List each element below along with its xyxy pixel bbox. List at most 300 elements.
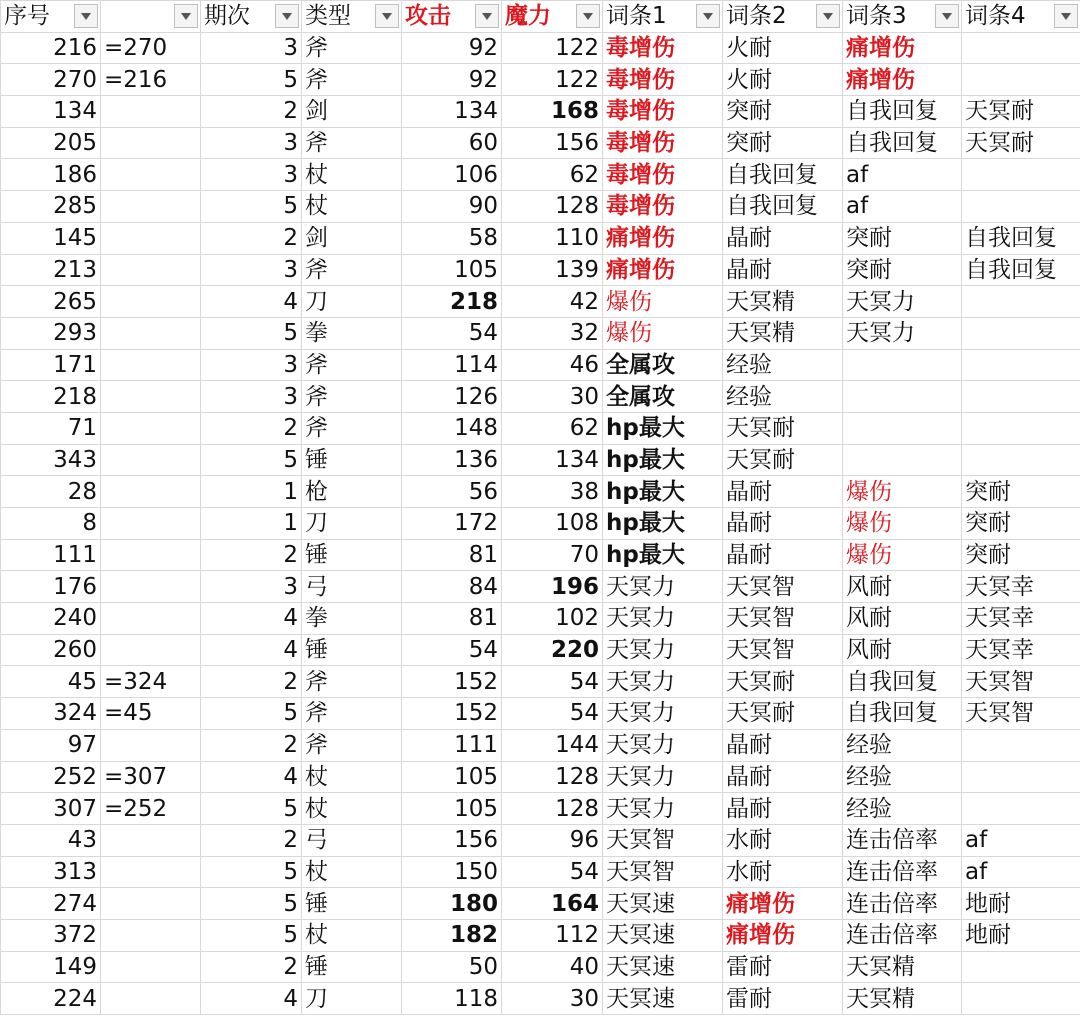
cell-affix4[interactable] — [962, 381, 1080, 413]
cell-type[interactable]: 斧 — [302, 349, 402, 381]
cell-ref[interactable]: =324 — [101, 666, 201, 698]
cell-ref[interactable] — [101, 571, 201, 603]
cell-affix1[interactable]: 天冥力 — [603, 634, 723, 666]
cell-period[interactable]: 4 — [201, 603, 302, 635]
cell-affix2[interactable]: 痛增伤 — [723, 888, 843, 920]
cell-affix3[interactable] — [843, 381, 962, 413]
cell-period[interactable]: 3 — [201, 127, 302, 159]
cell-affix4[interactable]: 天冥幸 — [962, 603, 1080, 635]
cell-id[interactable]: 213 — [1, 254, 101, 286]
cell-affix4[interactable] — [962, 793, 1080, 825]
cell-period[interactable]: 2 — [201, 824, 302, 856]
cell-magic[interactable]: 168 — [502, 96, 603, 128]
cell-magic[interactable]: 54 — [502, 666, 603, 698]
cell-id[interactable]: 252 — [1, 761, 101, 793]
cell-affix3[interactable]: 经验 — [843, 793, 962, 825]
cell-affix4[interactable] — [962, 951, 1080, 983]
cell-magic[interactable]: 220 — [502, 634, 603, 666]
cell-affix2[interactable]: 天冥智 — [723, 571, 843, 603]
cell-id[interactable]: 45 — [1, 666, 101, 698]
cell-affix1[interactable]: 天冥力 — [603, 729, 723, 761]
cell-type[interactable]: 斧 — [302, 412, 402, 444]
cell-ref[interactable] — [101, 856, 201, 888]
cell-affix2[interactable]: 天冥耐 — [723, 444, 843, 476]
cell-magic[interactable]: 110 — [502, 222, 603, 254]
cell-affix1[interactable]: 天冥智 — [603, 856, 723, 888]
cell-attack[interactable]: 152 — [402, 666, 502, 698]
cell-period[interactable]: 3 — [201, 254, 302, 286]
cell-affix4[interactable]: 天冥幸 — [962, 571, 1080, 603]
cell-affix3[interactable]: 突耐 — [843, 222, 962, 254]
cell-affix3[interactable]: 天冥精 — [843, 983, 962, 1015]
cell-affix4[interactable] — [962, 444, 1080, 476]
cell-magic[interactable]: 128 — [502, 191, 603, 223]
cell-ref[interactable] — [101, 317, 201, 349]
cell-period[interactable]: 3 — [201, 381, 302, 413]
cell-period[interactable]: 4 — [201, 634, 302, 666]
cell-affix1[interactable]: 毒增伤 — [603, 96, 723, 128]
cell-attack[interactable]: 81 — [402, 603, 502, 635]
cell-id[interactable]: 149 — [1, 951, 101, 983]
cell-attack[interactable]: 54 — [402, 634, 502, 666]
cell-magic[interactable]: 32 — [502, 317, 603, 349]
cell-type[interactable]: 枪 — [302, 476, 402, 508]
cell-id[interactable]: 307 — [1, 793, 101, 825]
cell-magic[interactable]: 96 — [502, 824, 603, 856]
cell-period[interactable]: 2 — [201, 951, 302, 983]
filter-dropdown-icon[interactable] — [375, 4, 399, 28]
cell-affix1[interactable]: hp最大 — [603, 444, 723, 476]
cell-affix2[interactable]: 水耐 — [723, 856, 843, 888]
cell-affix3[interactable]: af — [843, 191, 962, 223]
cell-attack[interactable]: 58 — [402, 222, 502, 254]
cell-affix4[interactable] — [962, 32, 1080, 64]
cell-affix1[interactable]: 天冥力 — [603, 761, 723, 793]
cell-affix2[interactable]: 突耐 — [723, 96, 843, 128]
cell-attack[interactable]: 50 — [402, 951, 502, 983]
cell-affix3[interactable]: 连击倍率 — [843, 919, 962, 951]
cell-affix2[interactable]: 天冥耐 — [723, 698, 843, 730]
cell-type[interactable]: 刀 — [302, 983, 402, 1015]
cell-affix3[interactable]: 自我回复 — [843, 666, 962, 698]
cell-id[interactable]: 8 — [1, 508, 101, 540]
cell-id[interactable]: 270 — [1, 64, 101, 96]
cell-affix4[interactable] — [962, 761, 1080, 793]
cell-affix1[interactable]: 痛增伤 — [603, 222, 723, 254]
cell-magic[interactable]: 122 — [502, 64, 603, 96]
cell-period[interactable]: 1 — [201, 508, 302, 540]
cell-period[interactable]: 3 — [201, 349, 302, 381]
filter-dropdown-icon[interactable] — [576, 4, 600, 28]
cell-attack[interactable]: 92 — [402, 32, 502, 64]
cell-affix2[interactable]: 晶耐 — [723, 729, 843, 761]
cell-ref[interactable] — [101, 444, 201, 476]
cell-affix3[interactable]: 连击倍率 — [843, 856, 962, 888]
cell-ref[interactable] — [101, 222, 201, 254]
cell-ref[interactable]: =270 — [101, 32, 201, 64]
cell-affix3[interactable]: 自我回复 — [843, 96, 962, 128]
cell-id[interactable]: 260 — [1, 634, 101, 666]
cell-attack[interactable]: 150 — [402, 856, 502, 888]
cell-affix4[interactable]: 天冥耐 — [962, 96, 1080, 128]
cell-period[interactable]: 3 — [201, 571, 302, 603]
cell-type[interactable]: 刀 — [302, 286, 402, 318]
cell-affix3[interactable] — [843, 349, 962, 381]
cell-attack[interactable]: 60 — [402, 127, 502, 159]
cell-ref[interactable] — [101, 824, 201, 856]
cell-period[interactable]: 5 — [201, 444, 302, 476]
cell-id[interactable]: 205 — [1, 127, 101, 159]
cell-type[interactable]: 锤 — [302, 888, 402, 920]
cell-attack[interactable]: 118 — [402, 983, 502, 1015]
cell-magic[interactable]: 112 — [502, 919, 603, 951]
cell-type[interactable]: 斧 — [302, 64, 402, 96]
cell-affix2[interactable]: 天冥耐 — [723, 412, 843, 444]
cell-type[interactable]: 锤 — [302, 444, 402, 476]
cell-affix3[interactable]: 突耐 — [843, 254, 962, 286]
cell-affix3[interactable]: 经验 — [843, 729, 962, 761]
cell-ref[interactable] — [101, 603, 201, 635]
cell-magic[interactable]: 134 — [502, 444, 603, 476]
cell-magic[interactable]: 108 — [502, 508, 603, 540]
cell-id[interactable]: 145 — [1, 222, 101, 254]
cell-period[interactable]: 2 — [201, 729, 302, 761]
cell-magic[interactable]: 30 — [502, 381, 603, 413]
cell-affix2[interactable]: 晶耐 — [723, 793, 843, 825]
cell-affix2[interactable]: 天冥智 — [723, 634, 843, 666]
cell-affix4[interactable] — [962, 729, 1080, 761]
cell-period[interactable]: 3 — [201, 159, 302, 191]
cell-affix3[interactable]: 经验 — [843, 761, 962, 793]
filter-dropdown-icon[interactable] — [935, 4, 959, 28]
cell-affix4[interactable] — [962, 317, 1080, 349]
cell-period[interactable]: 5 — [201, 888, 302, 920]
cell-ref[interactable] — [101, 729, 201, 761]
cell-affix2[interactable]: 天冥耐 — [723, 666, 843, 698]
cell-period[interactable]: 5 — [201, 317, 302, 349]
cell-affix1[interactable]: 毒增伤 — [603, 159, 723, 191]
cell-affix3[interactable] — [843, 412, 962, 444]
cell-affix4[interactable]: 自我回复 — [962, 254, 1080, 286]
cell-affix1[interactable]: 毒增伤 — [603, 127, 723, 159]
cell-id[interactable]: 186 — [1, 159, 101, 191]
cell-magic[interactable]: 156 — [502, 127, 603, 159]
cell-affix1[interactable]: 毒增伤 — [603, 191, 723, 223]
cell-ref[interactable] — [101, 96, 201, 128]
cell-period[interactable]: 5 — [201, 856, 302, 888]
cell-id[interactable]: 216 — [1, 32, 101, 64]
cell-magic[interactable]: 139 — [502, 254, 603, 286]
cell-affix3[interactable]: 爆伤 — [843, 476, 962, 508]
cell-ref[interactable] — [101, 254, 201, 286]
cell-affix2[interactable]: 晶耐 — [723, 476, 843, 508]
cell-affix2[interactable]: 自我回复 — [723, 191, 843, 223]
cell-magic[interactable]: 144 — [502, 729, 603, 761]
cell-affix1[interactable]: 毒增伤 — [603, 32, 723, 64]
cell-affix2[interactable]: 经验 — [723, 381, 843, 413]
cell-affix2[interactable]: 火耐 — [723, 64, 843, 96]
cell-period[interactable]: 4 — [201, 761, 302, 793]
cell-period[interactable]: 4 — [201, 983, 302, 1015]
cell-attack[interactable]: 56 — [402, 476, 502, 508]
cell-id[interactable]: 176 — [1, 571, 101, 603]
cell-ref[interactable] — [101, 381, 201, 413]
filter-dropdown-icon[interactable] — [696, 4, 720, 28]
cell-attack[interactable]: 136 — [402, 444, 502, 476]
cell-type[interactable]: 斧 — [302, 254, 402, 286]
cell-magic[interactable]: 38 — [502, 476, 603, 508]
cell-attack[interactable]: 180 — [402, 888, 502, 920]
cell-magic[interactable]: 128 — [502, 761, 603, 793]
cell-affix4[interactable]: af — [962, 856, 1080, 888]
filter-dropdown-icon[interactable] — [1054, 4, 1078, 28]
cell-ref[interactable] — [101, 634, 201, 666]
cell-type[interactable]: 弓 — [302, 571, 402, 603]
cell-affix3[interactable]: 风耐 — [843, 571, 962, 603]
cell-type[interactable]: 杖 — [302, 159, 402, 191]
cell-id[interactable]: 372 — [1, 919, 101, 951]
cell-affix1[interactable]: 痛增伤 — [603, 254, 723, 286]
filter-dropdown-icon[interactable] — [816, 4, 840, 28]
cell-attack[interactable]: 105 — [402, 254, 502, 286]
cell-period[interactable]: 5 — [201, 698, 302, 730]
cell-type[interactable]: 剑 — [302, 222, 402, 254]
cell-affix4[interactable] — [962, 286, 1080, 318]
cell-magic[interactable]: 62 — [502, 159, 603, 191]
cell-affix1[interactable]: 爆伤 — [603, 317, 723, 349]
cell-type[interactable]: 杖 — [302, 191, 402, 223]
cell-type[interactable]: 斧 — [302, 666, 402, 698]
cell-affix3[interactable]: 爆伤 — [843, 508, 962, 540]
cell-affix3[interactable]: 连击倍率 — [843, 824, 962, 856]
cell-id[interactable]: 111 — [1, 539, 101, 571]
cell-type[interactable]: 杖 — [302, 919, 402, 951]
cell-affix4[interactable] — [962, 159, 1080, 191]
cell-attack[interactable]: 172 — [402, 508, 502, 540]
cell-attack[interactable]: 126 — [402, 381, 502, 413]
cell-attack[interactable]: 90 — [402, 191, 502, 223]
cell-affix2[interactable]: 经验 — [723, 349, 843, 381]
cell-type[interactable]: 锤 — [302, 539, 402, 571]
cell-id[interactable]: 240 — [1, 603, 101, 635]
filter-dropdown-icon[interactable] — [74, 4, 98, 28]
cell-affix4[interactable]: 突耐 — [962, 508, 1080, 540]
cell-affix4[interactable]: 天冥智 — [962, 698, 1080, 730]
cell-attack[interactable]: 148 — [402, 412, 502, 444]
cell-magic[interactable]: 30 — [502, 983, 603, 1015]
cell-magic[interactable]: 62 — [502, 412, 603, 444]
cell-affix2[interactable]: 自我回复 — [723, 159, 843, 191]
cell-id[interactable]: 293 — [1, 317, 101, 349]
cell-id[interactable]: 71 — [1, 412, 101, 444]
cell-affix1[interactable]: 天冥力 — [603, 571, 723, 603]
cell-magic[interactable]: 42 — [502, 286, 603, 318]
cell-affix2[interactable]: 晶耐 — [723, 254, 843, 286]
cell-id[interactable]: 43 — [1, 824, 101, 856]
cell-magic[interactable]: 128 — [502, 793, 603, 825]
cell-ref[interactable] — [101, 349, 201, 381]
cell-affix2[interactable]: 晶耐 — [723, 222, 843, 254]
cell-ref[interactable] — [101, 159, 201, 191]
cell-affix4[interactable] — [962, 349, 1080, 381]
cell-affix2[interactable]: 雷耐 — [723, 983, 843, 1015]
cell-period[interactable]: 1 — [201, 476, 302, 508]
cell-type[interactable]: 斧 — [302, 729, 402, 761]
cell-magic[interactable]: 40 — [502, 951, 603, 983]
cell-id[interactable]: 313 — [1, 856, 101, 888]
cell-affix1[interactable]: 天冥力 — [603, 698, 723, 730]
cell-affix2[interactable]: 突耐 — [723, 127, 843, 159]
cell-affix3[interactable]: af — [843, 159, 962, 191]
cell-type[interactable]: 斧 — [302, 381, 402, 413]
cell-type[interactable]: 斧 — [302, 698, 402, 730]
cell-id[interactable]: 324 — [1, 698, 101, 730]
cell-ref[interactable] — [101, 539, 201, 571]
cell-type[interactable]: 斧 — [302, 32, 402, 64]
cell-magic[interactable]: 70 — [502, 539, 603, 571]
cell-ref[interactable] — [101, 919, 201, 951]
cell-magic[interactable]: 46 — [502, 349, 603, 381]
cell-type[interactable]: 弓 — [302, 824, 402, 856]
cell-affix2[interactable]: 雷耐 — [723, 951, 843, 983]
cell-affix3[interactable]: 痛增伤 — [843, 64, 962, 96]
cell-attack[interactable]: 182 — [402, 919, 502, 951]
cell-affix4[interactable] — [962, 64, 1080, 96]
cell-ref[interactable] — [101, 191, 201, 223]
cell-affix4[interactable]: 突耐 — [962, 539, 1080, 571]
filter-dropdown-icon[interactable] — [174, 4, 198, 28]
cell-magic[interactable]: 164 — [502, 888, 603, 920]
cell-type[interactable]: 锤 — [302, 951, 402, 983]
cell-affix4[interactable]: 地耐 — [962, 919, 1080, 951]
cell-ref[interactable] — [101, 286, 201, 318]
cell-type[interactable]: 杖 — [302, 761, 402, 793]
cell-period[interactable]: 3 — [201, 32, 302, 64]
cell-attack[interactable]: 92 — [402, 64, 502, 96]
cell-affix4[interactable]: 突耐 — [962, 476, 1080, 508]
cell-attack[interactable]: 114 — [402, 349, 502, 381]
cell-id[interactable]: 218 — [1, 381, 101, 413]
cell-magic[interactable]: 102 — [502, 603, 603, 635]
cell-affix2[interactable]: 天冥精 — [723, 286, 843, 318]
cell-affix2[interactable]: 痛增伤 — [723, 919, 843, 951]
cell-affix3[interactable]: 天冥精 — [843, 951, 962, 983]
cell-attack[interactable]: 134 — [402, 96, 502, 128]
cell-period[interactable]: 2 — [201, 539, 302, 571]
cell-affix3[interactable]: 风耐 — [843, 603, 962, 635]
cell-period[interactable]: 5 — [201, 64, 302, 96]
cell-affix3[interactable]: 连击倍率 — [843, 888, 962, 920]
cell-affix2[interactable]: 晶耐 — [723, 508, 843, 540]
cell-affix2[interactable]: 水耐 — [723, 824, 843, 856]
cell-affix4[interactable]: af — [962, 824, 1080, 856]
cell-ref[interactable] — [101, 983, 201, 1015]
cell-type[interactable]: 拳 — [302, 603, 402, 635]
cell-affix3[interactable]: 痛增伤 — [843, 32, 962, 64]
cell-attack[interactable]: 111 — [402, 729, 502, 761]
cell-magic[interactable]: 196 — [502, 571, 603, 603]
cell-id[interactable]: 171 — [1, 349, 101, 381]
cell-attack[interactable]: 106 — [402, 159, 502, 191]
cell-ref[interactable]: =45 — [101, 698, 201, 730]
filter-dropdown-icon[interactable] — [475, 4, 499, 28]
cell-type[interactable]: 斧 — [302, 127, 402, 159]
cell-period[interactable]: 2 — [201, 96, 302, 128]
cell-ref[interactable] — [101, 476, 201, 508]
cell-affix1[interactable]: hp最大 — [603, 476, 723, 508]
cell-ref[interactable] — [101, 951, 201, 983]
cell-attack[interactable]: 156 — [402, 824, 502, 856]
cell-affix1[interactable]: hp最大 — [603, 508, 723, 540]
cell-affix1[interactable]: 天冥速 — [603, 919, 723, 951]
cell-ref[interactable] — [101, 127, 201, 159]
cell-period[interactable]: 5 — [201, 191, 302, 223]
cell-type[interactable]: 锤 — [302, 634, 402, 666]
cell-period[interactable]: 4 — [201, 286, 302, 318]
cell-magic[interactable]: 54 — [502, 698, 603, 730]
cell-type[interactable]: 杖 — [302, 856, 402, 888]
cell-attack[interactable]: 105 — [402, 761, 502, 793]
cell-attack[interactable]: 84 — [402, 571, 502, 603]
cell-affix2[interactable]: 晶耐 — [723, 761, 843, 793]
cell-affix4[interactable]: 天冥幸 — [962, 634, 1080, 666]
cell-affix1[interactable]: 天冥智 — [603, 824, 723, 856]
cell-affix1[interactable]: 天冥速 — [603, 888, 723, 920]
cell-affix1[interactable]: 天冥力 — [603, 793, 723, 825]
cell-affix1[interactable]: 爆伤 — [603, 286, 723, 318]
cell-ref[interactable]: =216 — [101, 64, 201, 96]
cell-id[interactable]: 265 — [1, 286, 101, 318]
cell-affix4[interactable]: 自我回复 — [962, 222, 1080, 254]
cell-affix4[interactable] — [962, 983, 1080, 1015]
cell-id[interactable]: 97 — [1, 729, 101, 761]
cell-affix3[interactable] — [843, 444, 962, 476]
cell-affix4[interactable]: 地耐 — [962, 888, 1080, 920]
cell-attack[interactable]: 54 — [402, 317, 502, 349]
cell-ref[interactable] — [101, 888, 201, 920]
cell-id[interactable]: 224 — [1, 983, 101, 1015]
cell-type[interactable]: 刀 — [302, 508, 402, 540]
cell-id[interactable]: 343 — [1, 444, 101, 476]
cell-affix3[interactable]: 自我回复 — [843, 127, 962, 159]
cell-affix4[interactable] — [962, 412, 1080, 444]
cell-magic[interactable]: 54 — [502, 856, 603, 888]
cell-affix2[interactable]: 晶耐 — [723, 539, 843, 571]
cell-affix3[interactable]: 爆伤 — [843, 539, 962, 571]
cell-period[interactable]: 5 — [201, 919, 302, 951]
filter-dropdown-icon[interactable] — [275, 4, 299, 28]
cell-affix2[interactable]: 火耐 — [723, 32, 843, 64]
cell-ref[interactable]: =307 — [101, 761, 201, 793]
cell-period[interactable]: 2 — [201, 412, 302, 444]
cell-affix1[interactable]: 全属攻 — [603, 349, 723, 381]
cell-ref[interactable] — [101, 412, 201, 444]
cell-affix3[interactable]: 天冥力 — [843, 286, 962, 318]
cell-affix3[interactable]: 天冥力 — [843, 317, 962, 349]
cell-period[interactable]: 2 — [201, 666, 302, 698]
cell-affix1[interactable]: 天冥速 — [603, 983, 723, 1015]
cell-type[interactable]: 剑 — [302, 96, 402, 128]
cell-attack[interactable]: 81 — [402, 539, 502, 571]
cell-ref[interactable]: =252 — [101, 793, 201, 825]
cell-id[interactable]: 134 — [1, 96, 101, 128]
cell-affix3[interactable]: 风耐 — [843, 634, 962, 666]
cell-type[interactable]: 杖 — [302, 793, 402, 825]
cell-affix3[interactable]: 自我回复 — [843, 698, 962, 730]
cell-affix1[interactable]: 天冥力 — [603, 603, 723, 635]
cell-affix1[interactable]: 全属攻 — [603, 381, 723, 413]
cell-attack[interactable]: 218 — [402, 286, 502, 318]
